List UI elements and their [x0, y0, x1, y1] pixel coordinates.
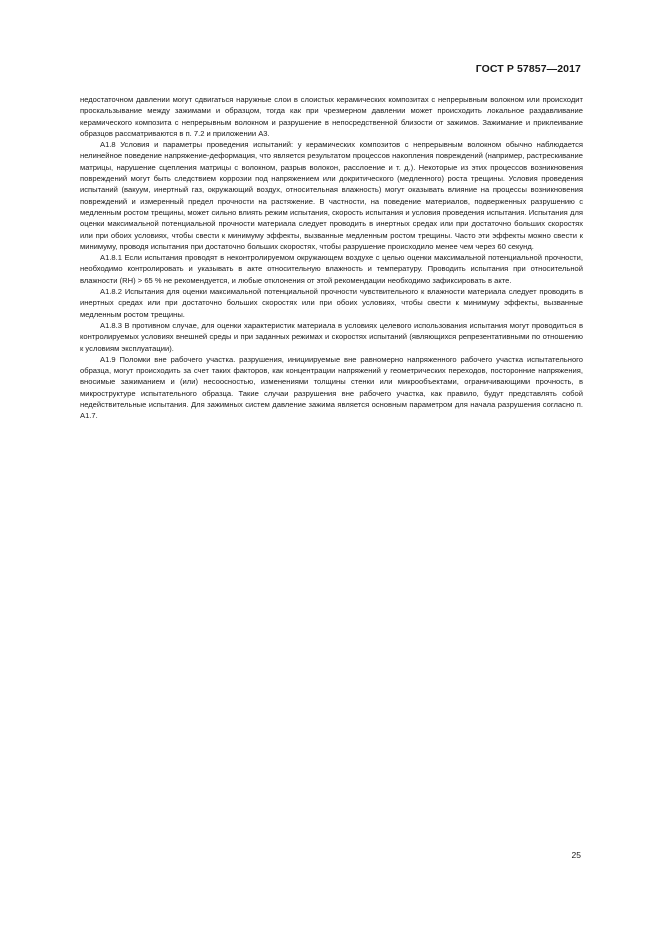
paragraph-a1-8-1: А1.8.1 Если испытания проводят в неконтролируемом окружающем воздухе с целью оценки максимальной потенциальной прочности, необходимо контролировать и указывать в акте относительную влажность и температуру. Проводить испытания при относительной влажности (RH) > 65 % не рекомендуется, и любые отклонения от этой рекомендации необходимо зафиксировать в акте. — [80, 253, 583, 285]
paragraph-continuation: недостаточном давлении могут сдвигаться наружные слои в слоистых керамических композитах с непрерывным волокном или происходит проскальзывание между зажимами и образцом, тогда как при чрезмерном давлении может происходить локальное раздавливание керамического композита с непрерывным волокном и разрушение в непосредственной близости от зажимов. Зажимание и приклеивание образцов рассматриваются в п. 7.2 и приложении А3. — [80, 95, 583, 138]
document-body — [80, 94, 583, 422]
page-number: 25 — [571, 850, 581, 860]
paragraph-a1-8: А1.8 Условия и параметры проведения испытаний: у керамических композитов с непрерывным волокном обычно наблюдается нелинейное поведение напряжение-деформация, что является результатом процессов накопления повреждений (например, растрескивание матрицы, нарушение сцепления матрицы с волокном, разрыв волокон, расслоение и т. д.). Некоторые из этих процессов возникновения повреждений могут быть следствием коррозии под напряжением или докритического (медленного) роста трещины. Условия проведения испытаний (вакуум, инертный газ, окружающий воздух, относительная влажность) могут оказывать влияние на процессы возникновения повреждений и измеренный предел прочности на растяжение. В частности, на поведение материалов, подверженных разрушению с медленным ростом трещины, может сильно влиять режим испытания, скорость испытания и условия проведения испытания. Испытания для оценки максимальной потенциальной прочности материала следует проводить в инертных средах или при достаточно больших скоростях или при обоих условиях, чтобы свести к минимуму эффекты, вызванные медленным ростом трещины. Часто эти эффекты можно свести к минимуму, проводя испытания при достаточно больших скоростях, чтобы разрушение происходило менее чем через 60 секунд. — [80, 140, 583, 251]
paragraph-a1-8-2: А1.8.2 Испытания для оценки максимальной потенциальной прочности чувствительного к влажности материала следует проводить в инертных средах или при достаточно больших скоростях или при обоих условиях, чтобы свести к минимуму эффекты, вызванные медленным ростом трещины. — [80, 287, 583, 319]
paragraph-a1-9: А1.9 Поломки вне рабочего участка. разрушения, инициируемые вне равномерно напряженного рабочего участка испытательного образца, могут происходить за счет таких факторов, как концентрации напряжений у геометрических переходов, посторонние напряжения, вносимые зажиманием и (или) несоосностью, изменениями толщины стенки или микрообъектами, ограничивающими прочность, в микроструктуре испытательного образца. Такие случаи разрушения вне рабочего участка, как правило, будут представлять собой недействительные испытания. Для зажимных систем давление зажима является основным параметром для начала разрушения согласно п. А1.7. — [80, 354, 583, 421]
document-header-code: ГОСТ Р 57857—2017 — [475, 63, 581, 75]
paragraph-a1-8-3: А1.8.3 В противном случае, для оценки характеристик материала в условиях целевого использования испытания могут проводиться в контролируемых условиях внешней среды и при заданных режимах и скоростях испытаний (являющихся репрезентативными по отношению к условиям эксплуатации). — [80, 320, 583, 353]
